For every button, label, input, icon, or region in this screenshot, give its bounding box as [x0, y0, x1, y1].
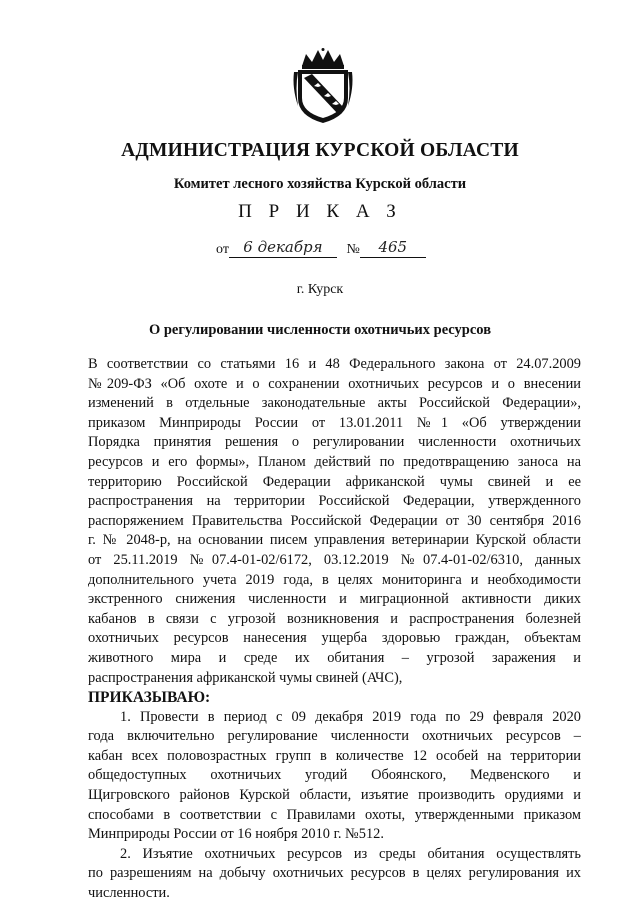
body-line: охотничьих ресурсов нанесения ущерба здоровью граждан, объектам — [88, 630, 581, 647]
body-line: г. № 2048-р, на основании писем управления ветеринарии Курской области — [88, 532, 581, 549]
coat-of-arms-icon — [292, 48, 354, 124]
body-line: приказом Минприроды России от 13.01.2011 №1 «Об утверждении — [88, 414, 581, 431]
handwritten-date: 6 декабря — [229, 237, 337, 258]
body-line: ресурсов и его формы», Планом действий по предотвращению заноса на — [88, 453, 581, 470]
body-line: дополнительного учета 2019 года, в целях мониторинга и необходимости — [88, 571, 581, 588]
organization-title: АДМИНИСТРАЦИЯ КУРСКОЙ ОБЛАСТИ — [121, 140, 519, 161]
body-line: распоряжением Правительства Российской Федерации от 30 сентября 2016 — [88, 512, 581, 529]
body-line: численности. — [88, 885, 170, 902]
body-line: кабан всех половозрастных групп в количестве 12 особей на территории — [88, 747, 581, 764]
body-line: 2. Изъятие охотничьих ресурсов из среды обитания осуществлять — [120, 845, 581, 862]
body-line: Минприроды России от 16 ноября 2010 г. №512. — [88, 826, 384, 843]
body-line: от 25.11.2019 №07.4-01-02/6172, 03.12.2019 №07.4-01-02/6310, данных — [88, 551, 581, 568]
body-line: В соответствии со статьями 16 и 48 Федерального закона от 24.07.2009 — [88, 356, 581, 372]
body-line: кабанов в связи с угрозой возникновения и распространения болезней — [88, 610, 581, 627]
body-line: территорию Российской Федерации африканской чумы свиней и ее — [88, 473, 581, 490]
number-sign: № — [346, 242, 360, 257]
body-line: Порядка принятия решения о регулировании численности охотничьих — [88, 434, 581, 451]
order-item-1 — [88, 708, 581, 845]
date-prefix: от — [216, 242, 229, 257]
handwritten-number: 465 — [360, 237, 426, 258]
order-item-2 — [88, 845, 581, 904]
body-line: распространения африканской чумы свиней (АЧС), — [88, 669, 403, 686]
body-line: года включительно регулирование численности охотничьих ресурсов – — [88, 728, 581, 745]
preamble — [88, 355, 581, 688]
body-line: по разрешениям на добычу охотничьих ресурсов в целях регулирования их — [88, 865, 581, 882]
body-line: Щигровского районов Курской области, изъятие производить орудиями и — [88, 787, 581, 804]
body-line: изменений в отдельные законодательные акты Российской Федерации», — [88, 395, 581, 412]
city: г. Курск — [296, 282, 344, 297]
committee-name: Комитет лесного хозяйства Курской области — [173, 176, 467, 192]
body-line: экстренного снижения численности и миграционной активности диких — [88, 591, 581, 608]
date-number-line — [216, 237, 426, 258]
order-command: ПРИКАЗЫВАЮ: — [88, 689, 211, 707]
body-line: животного мира и среде их обитания – угрозой заражения и — [88, 649, 581, 666]
body-line: 1. Провести в период с 09 декабря 2019 года по 29 февраля 2020 — [120, 708, 581, 725]
document-subject: О регулировании численности охотничьих ресурсов — [148, 322, 492, 338]
body-line: №209-ФЗ «Об охоте и о сохранении охотничьих ресурсов и о внесении — [88, 375, 581, 392]
body-line: общедоступных охотничьих угодий Обоянского, Медвенского и — [88, 767, 581, 784]
document-body — [88, 355, 581, 904]
body-line: распространения на территории Российской Федерации, утвержденного — [88, 493, 581, 510]
document-type: П Р И К А З — [238, 201, 402, 222]
body-line: способами в соответствии с Правилами охоты, утвержденными приказом — [88, 806, 581, 823]
